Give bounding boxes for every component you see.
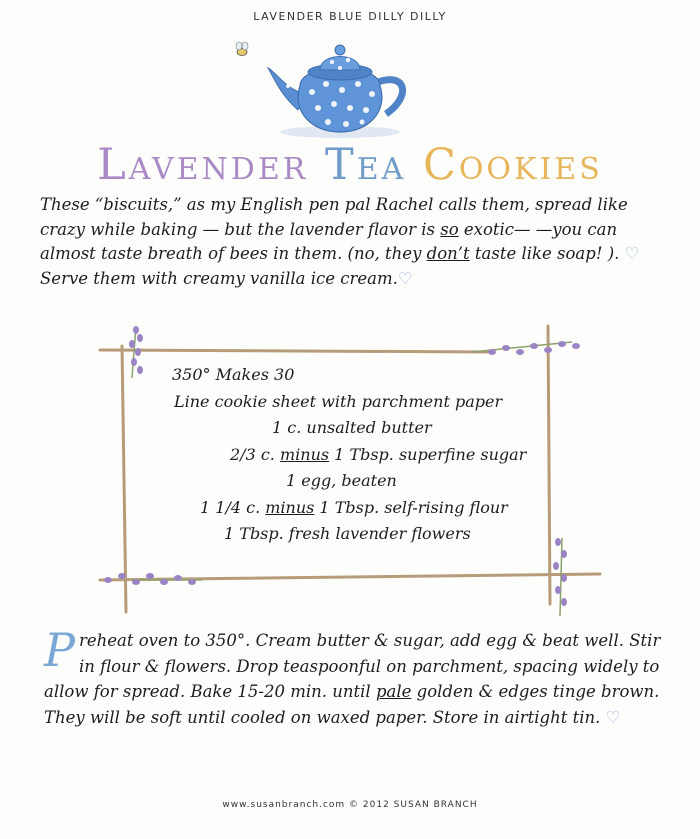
page-title xyxy=(30,140,670,190)
method-emphasis: pale xyxy=(375,682,412,701)
intro-emphasis: so xyxy=(440,219,459,239)
recipe-text: 1 1/4 c. xyxy=(200,497,266,517)
intro-text: These “biscuits,” as my English pen pal Rachel calls them, spread like crazy while baking — but the lavender flavor is xyxy=(40,195,628,239)
intro-text: Serve them with creamy vanilla ice cream. xyxy=(40,268,398,288)
recipe-line: 1 c. unsalted butter xyxy=(272,418,432,437)
top-label: LAVENDER BLUE DILLY DILLY xyxy=(253,10,447,23)
title-word-tea: Tea xyxy=(325,140,407,190)
recipe-emphasis: minus xyxy=(279,444,330,464)
recipe-text: 1 Tbsp. superfine sugar xyxy=(329,444,527,464)
teapot-illustration xyxy=(228,32,428,140)
heart-icon: ♡ xyxy=(624,244,640,263)
recipe-line: 350° Makes 30 xyxy=(172,365,295,384)
title-word-cookies: Cookies xyxy=(422,140,603,190)
intro-text: taste like soap! ). xyxy=(469,244,620,263)
recipe-line: 1 Tbsp. fresh lavender flowers xyxy=(224,524,471,543)
footer-credit: www.susanbranch.com © 2012 SUSAN BRANCH xyxy=(222,800,478,810)
recipe-line xyxy=(200,495,562,522)
recipe-emphasis: minus xyxy=(265,497,315,517)
intro-paragraph xyxy=(40,193,670,291)
recipe-text: 1 Tbsp. self-rising flour xyxy=(314,497,508,517)
intro-text: exotic— —you can almost taste breath of bees in them. (no, they xyxy=(40,219,618,263)
method-text: golden & edges tinge brown. They will be soft until cooled on waxed paper. Store in airtight tin. xyxy=(44,682,660,727)
drop-cap: P xyxy=(44,623,75,677)
title-word-lavender: Lavender xyxy=(97,140,309,190)
heart-icon: ♡ xyxy=(397,268,413,288)
recipe-line: 1 egg, beaten xyxy=(286,471,397,490)
recipe-line xyxy=(230,442,562,469)
method-paragraph xyxy=(44,623,674,730)
bee-icon xyxy=(236,42,248,56)
method-text: reheat oven to 350°. Cream butter & sugar, add egg & beat well. Stir in flour & flowers. Drop teaspoonful on parchment, spacing widely to allow for spread. Bake 15-20 min. until xyxy=(44,631,661,701)
recipe-line: Line cookie sheet with parchment paper xyxy=(174,391,503,411)
recipe-ingredients xyxy=(162,362,562,548)
intro-emphasis: don’t xyxy=(426,244,470,263)
heart-icon: ♡ xyxy=(605,707,621,727)
recipe-text: 2/3 c. xyxy=(230,444,280,464)
